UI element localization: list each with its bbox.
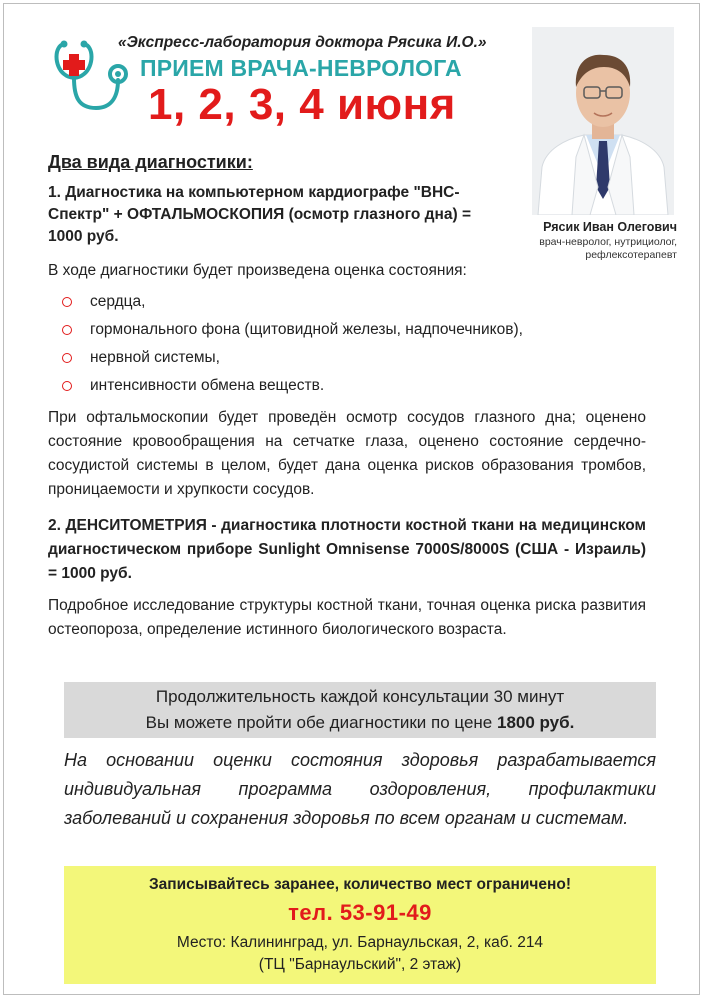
appointment-dates: 1, 2, 3, 4 июня <box>148 80 456 129</box>
list-item <box>62 372 523 400</box>
diagnostic-1-title: 1. Диагностика на компьютерном кардиографе "ВНС-Спектр" + ОФТАЛЬМОСКОПИЯ (осмотр глазного дна) = 1000 руб. <box>48 184 471 245</box>
diagnostic-1-bullet-list <box>62 288 523 400</box>
doctor-photo <box>532 27 674 215</box>
booking-phone: тел. 53-91-49 <box>288 900 432 925</box>
booking-address <box>64 932 656 976</box>
list-item-text: нервной системы, <box>90 349 220 366</box>
bullet-circle-icon <box>62 325 72 335</box>
consultation-info-box <box>64 682 656 738</box>
booking-warning: Записывайтесь заранее, количество мест ограничено! <box>148 876 572 893</box>
combined-price-prefix: Вы можете пройти обе диагностики по цене <box>145 713 497 732</box>
combined-price: 1800 руб. <box>496 713 575 732</box>
list-item-text: сердца, <box>90 293 146 310</box>
doctor-role-line2: рефлексотерапевт <box>585 249 677 261</box>
doctor-role-line1: врач-невролог, нутрициолог, <box>539 236 677 248</box>
bullet-circle-icon <box>62 381 72 391</box>
combined-price-line <box>64 710 656 736</box>
diagnostic-2-title: 2. ДЕНСИТОМЕТРИЯ - диагностика плотности костной ткани на медицинском диагностическом приборе Sunlight Omnisense 7000S/8000S (США - Израиль) = 1000 руб. <box>48 517 646 582</box>
diagnostics-heading: Два вида диагностики: <box>48 152 253 172</box>
list-item <box>62 344 523 372</box>
ophthalmoscopy-note: При офтальмоскопии будет проведён осмотр сосудов глазного дна; оценено состояние кровообращения на сетчатке глаза, оценено состояние сердечно-сосудистой системы в целом, будет дана оценка рисков образования тромбов, проницаемости и хрупкости сосудов. <box>48 409 646 498</box>
booking-address-line2: (ТЦ "Барнаульский", 2 этаж) <box>258 956 462 973</box>
program-description: На основании оценки состояния здоровья разрабатывается индивидуальная программа оздоровления, профилактики заболеваний и сохранения здоровья по всем органам и системам. <box>64 750 656 828</box>
doctor-role <box>477 236 677 262</box>
diagnostic-1-intro: В ходе диагностики будет произведена оценка состояния: <box>48 262 467 279</box>
doctor-heading: ПРИЕМ ВРАЧА-НЕВРОЛОГА <box>140 55 462 81</box>
list-item <box>62 288 523 316</box>
doctor-name: Рясик Иван Олегович <box>543 220 677 234</box>
bullet-circle-icon <box>62 353 72 363</box>
consultation-duration: Продолжительность каждой консультации 30 минут <box>155 687 565 706</box>
densitometry-note: Подробное исследование структуры костной ткани, точная оценка риска развития остеопороза, определение истинного биологического возраста. <box>48 597 646 638</box>
list-item <box>62 316 523 344</box>
lab-title: «Экспресс-лаборатория доктора Рясика И.О.» <box>118 34 487 51</box>
list-item-text: гормонального фона (щитовидной железы, надпочечников), <box>90 321 523 338</box>
bullet-circle-icon <box>62 297 72 307</box>
booking-box <box>64 866 656 984</box>
booking-address-line1: Место: Калининград, ул. Барнаульская, 2, каб. 214 <box>176 934 544 951</box>
list-item-text: интенсивности обмена веществ. <box>90 377 325 394</box>
